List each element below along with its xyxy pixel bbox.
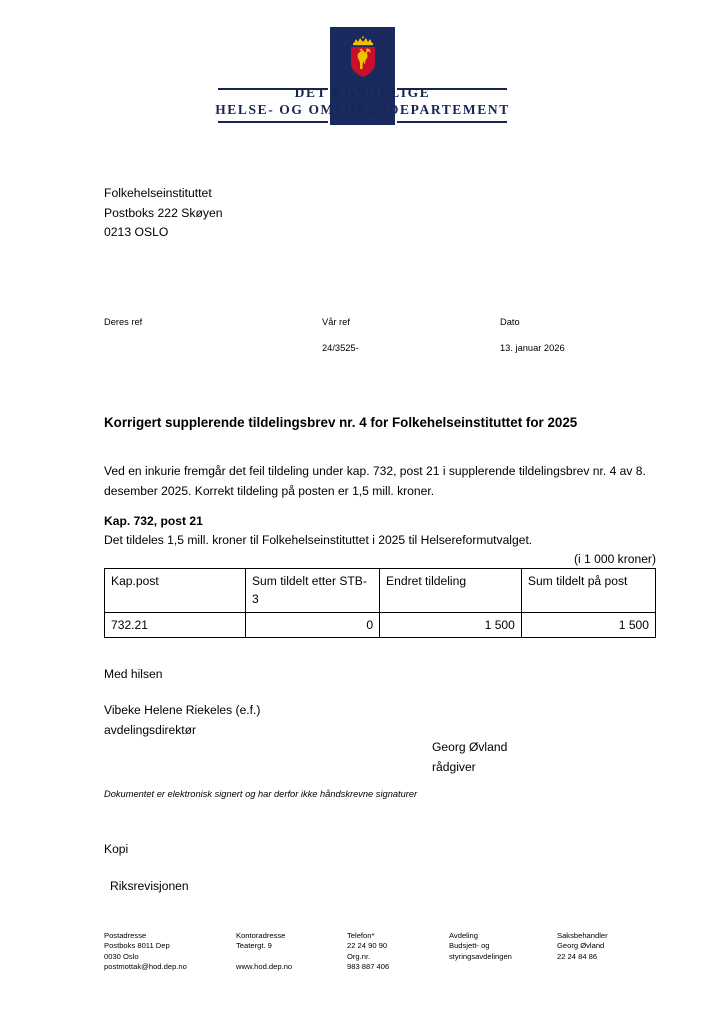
dato-value: 13. januar 2026 [500, 343, 565, 353]
table-header-sum-tildelt-pa-post: Sum tildelt på post [521, 569, 655, 613]
footer-column-telefon [347, 931, 389, 973]
section-heading-kap: Kap. 732, post 21 [104, 514, 203, 528]
table-row [105, 613, 656, 638]
recipient-name: Folkehelseinstituttet [104, 186, 212, 200]
cell-sum-tildelt-pa-post: 1 500 [521, 613, 655, 638]
table-unit-note: (i 1 000 kroner) [573, 552, 656, 566]
var-ref-value: 24/3525- [322, 343, 359, 353]
signer-primary [104, 701, 260, 740]
footer-orgnr-number: 983 887 406 [347, 962, 390, 972]
footer-saksbehandler-head: Saksbehandler [557, 931, 608, 940]
letterhead-rule-bottom-left [218, 121, 328, 123]
reference-dato [500, 316, 565, 355]
copies-heading: Kopi [104, 842, 129, 856]
signer-primary-title: avdelingsdirektør [104, 722, 197, 737]
footer-avdeling-head: Avdeling [449, 931, 478, 940]
norwegian-coat-of-arms-icon [347, 36, 379, 78]
cell-endret-tildeling: 1 500 [380, 613, 522, 638]
footer-postadresse-email[interactable]: postmottak@hod.dep.no [104, 962, 187, 972]
reference-var-ref [322, 316, 359, 355]
footer-orgnr-label: Org.nr. [347, 951, 371, 961]
recipient-address [104, 184, 223, 243]
footer-avdeling-line1: Budsjett- og [449, 941, 490, 951]
closing-salutation: Med hilsen [104, 667, 163, 681]
footer-column-avdeling [449, 931, 512, 962]
footer-kontoradresse-head: Kontoradresse [236, 931, 286, 940]
allocation-table-head [105, 569, 656, 613]
footer-column-kontoradresse [236, 931, 292, 973]
var-ref-label: Vår ref [322, 317, 350, 327]
table-header-row [105, 569, 656, 613]
footer-telefon-head: Telefon* [347, 931, 375, 940]
letterhead [0, 0, 725, 140]
deres-ref-label: Deres ref [104, 317, 143, 327]
letterhead-rule-bottom-right [397, 121, 507, 123]
electronic-signature-note: Dokumentet er elektronisk signert og har derfor ikke håndskrevne signaturer [104, 789, 418, 799]
footer-saksbehandler-name: Georg Øvland [557, 941, 605, 951]
intro-paragraph: Ved en inkurie fremgår det feil tildeling under kap. 732, post 21 i supplerende tildelingsbrev nr. 4 av 8. desember 2025. Korrekt tildeling på posten er 1,5 mill. kroner. [104, 464, 646, 498]
footer-kontoradresse-line1: Teatergt. 9 [236, 941, 272, 951]
signer-secondary-name: Georg Øvland [432, 740, 508, 754]
signer-primary-name: Vibeke Helene Riekeles (e.f.) [104, 703, 261, 717]
footer-postadresse-line2: 0030 Oslo [104, 951, 139, 961]
dato-label: Dato [500, 317, 520, 327]
table-header-sum-tildelt-etter-stb3: Sum tildelt etter STB-3 [245, 569, 379, 613]
table-header-kap-post: Kap.post [105, 569, 246, 613]
kap-paragraph: Det tildeles 1,5 mill. kroner til Folkehelseinstituttet i 2025 til Helsereformutvalget. [104, 533, 533, 547]
cell-sum-tildelt-etter-stb3: 0 [245, 613, 379, 638]
table-header-endret-tildeling: Endret tildeling [380, 569, 522, 613]
footer-postadresse-head: Postadresse [104, 931, 147, 940]
letterhead-wordmark [0, 84, 725, 118]
footer-kontoradresse-website[interactable]: www.hod.dep.no [236, 962, 293, 972]
signer-secondary [432, 738, 507, 777]
list-item: Riksrevisjonen [110, 879, 189, 893]
footer-postadresse-line1: Postboks 8011 Dep [104, 941, 170, 951]
letterhead-line-1: DET KONGELIGE [294, 85, 431, 100]
allocation-table-body [105, 613, 656, 638]
footer-column-postadresse [104, 931, 187, 973]
cell-kap-post: 732.21 [105, 613, 246, 638]
footer-saksbehandler-phone: 22 24 84 86 [557, 951, 598, 961]
document-title: Korrigert supplerende tildelingsbrev nr. 4 for Folkehelseinstituttet for 2025 [104, 415, 578, 430]
footer-kontoradresse-spacer [236, 952, 292, 962]
footer-column-saksbehandler [557, 931, 608, 962]
recipient-postal: 0213 OSLO [104, 225, 169, 239]
footer-telefon-number: 22 24 90 90 [347, 941, 388, 951]
signer-secondary-title: rådgiver [432, 759, 476, 774]
letterhead-line-2: HELSE- OG OMSORGSDEPARTEMENT [215, 102, 510, 117]
recipient-street: Postboks 222 Skøyen [104, 205, 223, 220]
reference-deres-ref [104, 316, 142, 342]
allocation-table [104, 568, 656, 638]
footer-avdeling-line2: styringsavdelingen [449, 951, 512, 961]
